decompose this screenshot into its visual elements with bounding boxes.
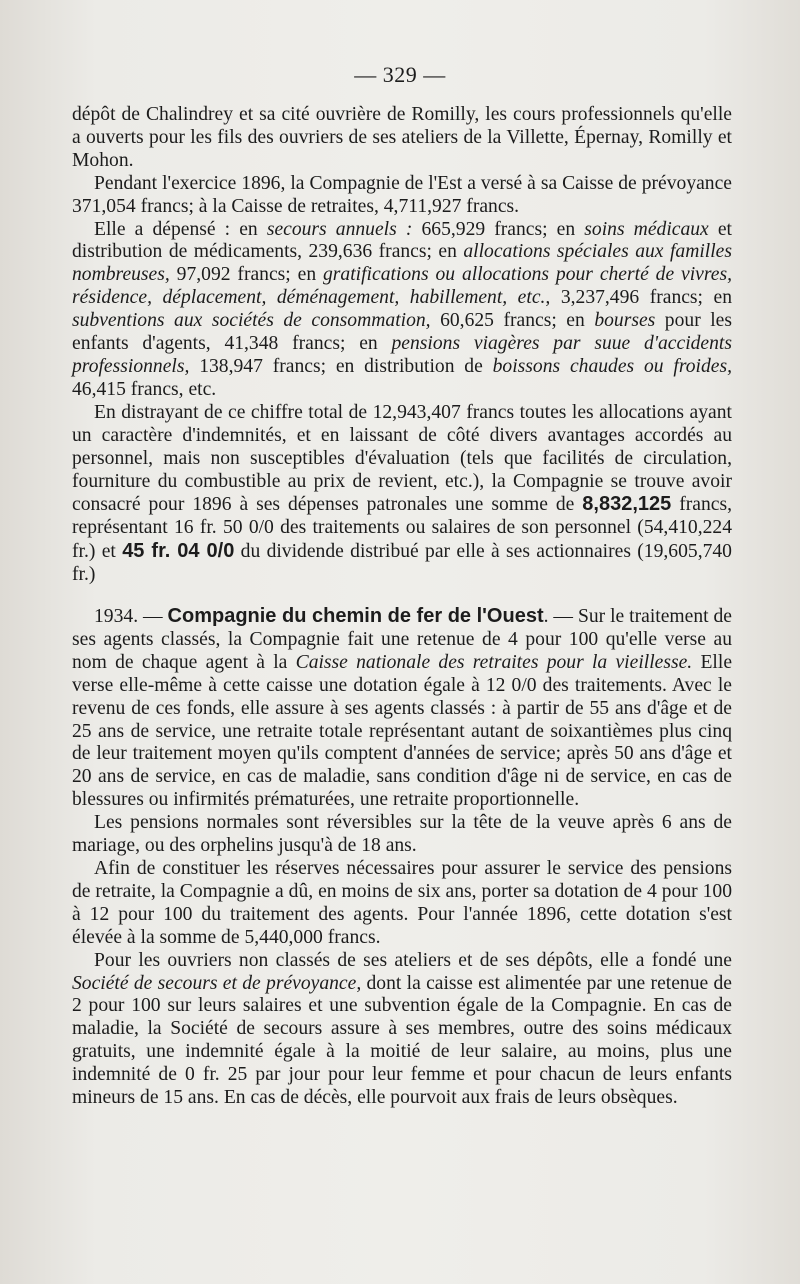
italic-run: gratifications ou allocations pour cherté de vivres, résidence, déplacement, déménagement, habillement, etc., <box>72 264 732 309</box>
text-run: . — Sur le traitement de ses agents classés, la Compagnie fait une retenue de 4 pour 100 qu'elle verse au nom de chaque agent à la <box>72 606 732 673</box>
text-run: 60,625 francs; en <box>430 310 595 332</box>
text-run: et distribution de médicaments, 239,636 francs; en <box>72 218 732 263</box>
text-run: 138,947 francs; en distribution de <box>189 355 493 377</box>
text-run: dont la caisse est alimentée par une retenue de 2 pour 100 sur leurs salaires et une subvention égale de la Compagnie. En cas de maladie, la Société de secours assure à ses membres, outre des soins médicaux gratuits, une indemnité égale à la moitié de leur salaire, au moins, plus une indemnité de 0 fr. 25 par jour pour leur femme et pour chacun de leurs enfants mineurs de 15 ans. En cas de décès, elle pourvoit aux frais de leurs obsèques. <box>72 972 732 1109</box>
paragraph <box>72 858 732 950</box>
italic-run: Société de secours et de prévoyance, <box>72 972 362 994</box>
paragraph <box>72 402 732 587</box>
paragraph <box>72 950 732 1110</box>
text-run: Les pensions normales sont réversibles sur la tête de la veuve après 6 ans de mariage, ou des orphelins jusqu'à de 18 ans. <box>72 812 732 857</box>
paragraph <box>72 173 732 219</box>
italic-run: secours annuels : <box>266 218 413 240</box>
section-paragraph-1934 <box>72 605 732 812</box>
text-run: Elle verse elle-même à cette caisse une dotation égale à 12 0/0 des traitements. Avec le revenu de ces fonds, elle assure à ses agents classés : à partir de 55 ans d'âge et de 25 ans de service, une retraite totale représentant autant de soixantièmes plus cinq de leur traitement moyen qu'ils comptent d'années de service; après 50 ans d'âge et 20 ans de service, en cas de maladie, sans condition d'âge ni de service, en cas de blessures ou infirmités prématurées, une retraite proportionnelle. <box>72 651 733 811</box>
paragraph <box>72 812 732 858</box>
text-run: Pour les ouvriers non classés de ses ateliers et de ses dépôts, elle a fondé une <box>94 949 732 971</box>
body-text <box>72 104 732 1110</box>
text-run: Pendant l'exercice 1896, la Compagnie de l'Est a versé à sa Caisse de prévoyance 371,054 francs; à la Caisse de retraites, 4,711,927 francs. <box>72 172 732 217</box>
paragraph <box>72 219 732 402</box>
italic-run: boissons chaudes ou froides, <box>492 355 732 377</box>
bold-run: 45 fr. 04 0/0 <box>122 540 235 563</box>
text-run: 3,237,496 francs; en <box>550 287 732 309</box>
text-run: 97,092 francs; en <box>169 264 323 286</box>
page-number: — 329 — <box>354 62 446 87</box>
italic-run: subventions aux sociétés de consommation, <box>72 310 431 332</box>
text-run: Afin de constituer les réserves nécessaires pour assurer le service des pensions de retraite, la Compagnie a dû, en moins de six ans, porter sa dotation de 4 pour 100 à 12 pour 100 du traitement des agents. Pour l'année 1896, cette dotation s'est élevée à la somme de 5,440,000 francs. <box>72 858 732 948</box>
text-run: du dividende distribué par elle à ses actionnaires (19,605,740 fr.) <box>72 541 732 586</box>
text-run: 46,415 francs, etc. <box>72 378 217 400</box>
bold-run: 8,832,125 <box>582 493 672 516</box>
italic-run: soins médicaux <box>584 218 709 240</box>
italic-run: Caisse nationale des retraites pour la vieillesse. <box>295 651 693 673</box>
paragraph <box>72 104 732 173</box>
italic-run: bourses <box>594 310 656 332</box>
text-run: Elle a dépensé : en <box>94 218 267 240</box>
italic-run: allocations spéciales aux familles nombreuses, <box>72 241 732 286</box>
text-run: dépôt de Chalindrey et sa cité ouvrière de Romilly, les cours professionnels qu'elle a ouverts pour les fils des ouvriers de ses ateliers de la Villette, Épernay, Romilly et Mohon. <box>72 104 732 171</box>
bold-run: Compagnie du chemin de fer de l'Ouest <box>167 605 544 628</box>
italic-run: pensions viagères par suue d'accidents professionnels, <box>72 333 732 377</box>
text-run: pour les enfants d'agents, 41,348 francs; en <box>72 310 733 355</box>
text-run: En distrayant de ce chiffre total de 12,943,407 francs toutes les allocations ayant un caractère d'indemnités, et en laissant de côté divers avantages accordés au personnel, mais non susceptibles d'évaluation (tels que facilités de circulation, fourniture du combustible au prix de revient, etc.), la Compagnie se trouve avoir consacré pour 1896 à ses dépenses patronales une somme de <box>72 401 732 516</box>
text-run: 665,929 francs; en <box>412 218 585 240</box>
text-run: 1934. — <box>94 606 168 628</box>
text-run: francs, représentant 16 fr. 50 0/0 des traitements ou salaires de son personnel (54,410,224 fr.) et <box>72 494 732 563</box>
